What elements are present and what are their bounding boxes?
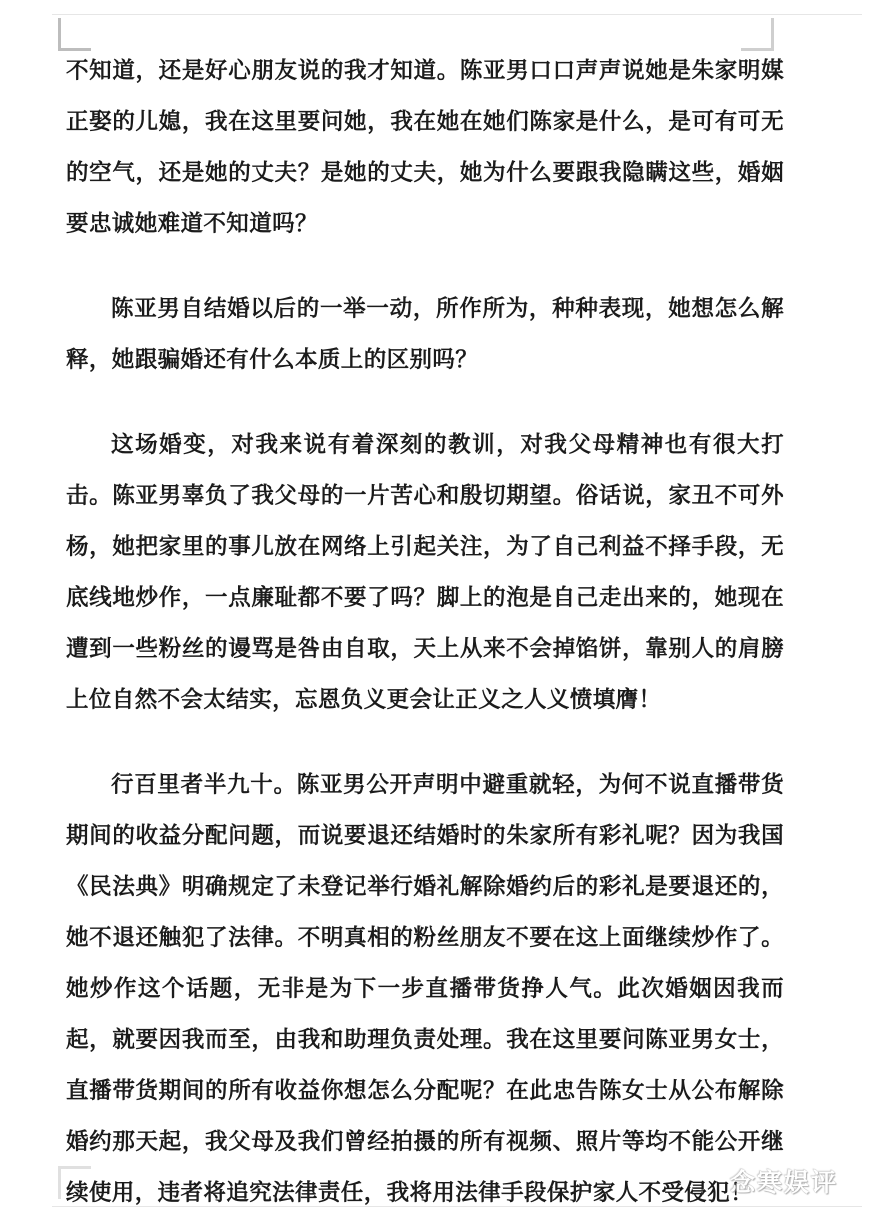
paragraph-3: 这场婚变，对我来说有着深刻的教训，对我父母精神也有很大打击。陈亚男辜负了我父母的一片苦心和殷切期望。俗话说，家丑不可外杨，她把家里的事儿放在网络上引起关注，为了自己利益不择手段，无底线地炒作，一点廉耻都不要了吗？脚上的泡是自己走出来的，她现在遭到一些粉丝的谩骂是咎由自取，天上从来不会掉馅饼，靠别人的肩膀上位自然不会太结实，忘恩负义更会让正义之人义愤填膺！ [66, 432, 784, 713]
watermark: 念寒娱评 [729, 1168, 838, 1197]
paragraph-2: 陈亚男自结婚以后的一举一动，所作所为，种种表现，她想怎么解释，她跟骗婚还有什么本质上的区别吗？ [66, 296, 784, 373]
document-body [66, 46, 784, 1219]
paragraph-1: 不知道，还是好心朋友说的我才知道。陈亚男口口声声说她是朱家明媒正娶的儿媳，我在这里要问她，我在她在她们陈家是什么，是可有可无的空气，还是她的丈夫？是她的丈夫，她为什么要跟我隐瞒这些，婚姻要忠诚她难道不知道吗？ [66, 58, 784, 237]
page-top-edge-line [52, 14, 862, 15]
paragraph-4: 行百里者半九十。陈亚男公开声明中避重就轻，为何不说直播带货期间的收益分配问题，而说要退还结婚时的朱家所有彩礼呢？因为我国《民法典》明确规定了未登记举行婚礼解除婚约后的彩礼是要退还的，她不退还触犯了法律。不明真相的粉丝朋友不要在这上面继续炒作了。她炒作这个话题，无非是为下一步直播带货挣人气。此次婚姻因我而起，就要因我而至，由我和助理负责处理。我在这里要问陈亚男女士，直播带货期间的所有收益你想怎么分配呢？在此忠告陈女士从公布解除婚约那天起，我父母及我们曾经拍摄的所有视频、照片等均不能公开继续使用，违者将追究法律责任，我将用法律手段保护家人不受侵犯！ [66, 772, 784, 1206]
